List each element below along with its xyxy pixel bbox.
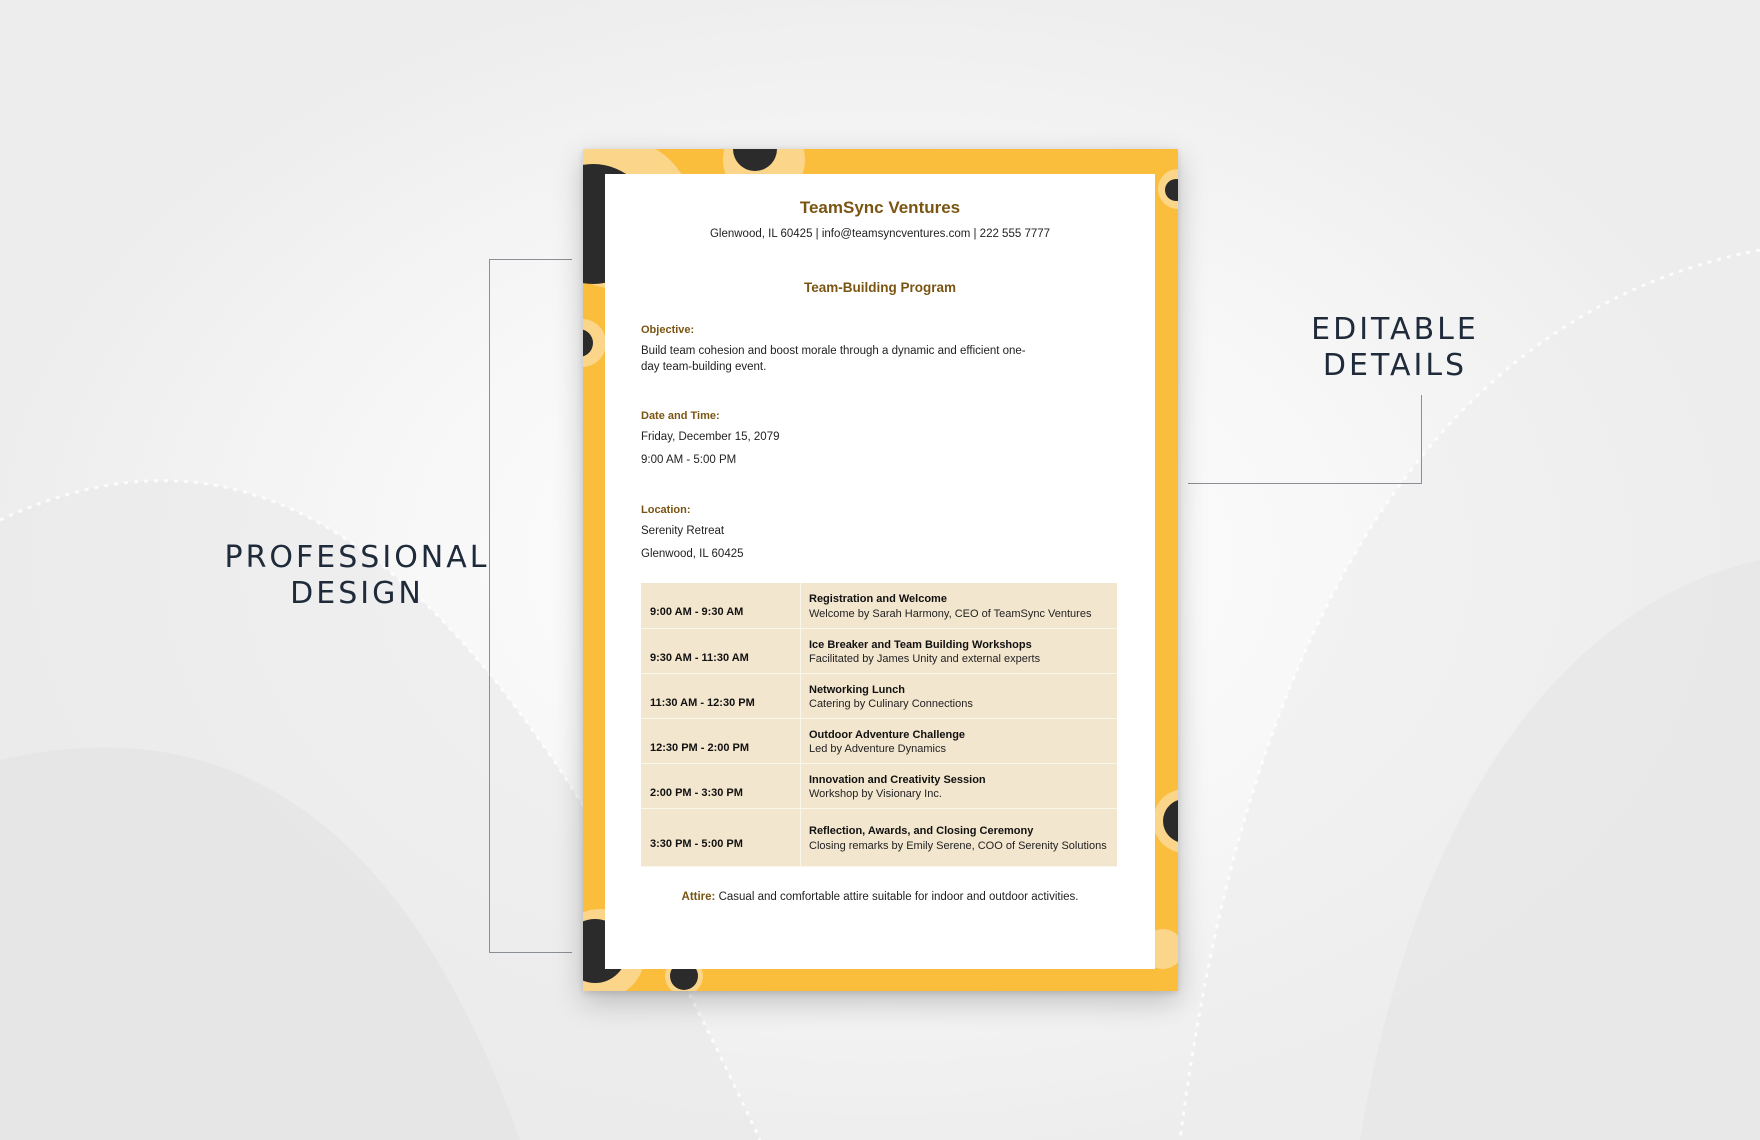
table-row (641, 583, 1117, 628)
objective-label: Objective: (641, 324, 695, 336)
callout-right-line-1: EDITABLE (1311, 312, 1479, 347)
attire-line (605, 891, 1155, 903)
event-time: 9:00 AM - 5:00 PM (641, 454, 737, 466)
company-name: TeamSync Ventures (799, 198, 961, 217)
activity-detail: Workshop by Visionary Inc. (809, 788, 942, 800)
activity-detail: Led by Adventure Dynamics (809, 743, 946, 755)
left-bracket-line (489, 259, 572, 953)
activity-detail: Facilitated by James Unity and external experts (809, 653, 1041, 665)
objective-section (641, 324, 1061, 375)
callout-left-line-2: DESIGN (290, 576, 424, 611)
schedule-activity (801, 673, 1118, 718)
activity-detail: Catering by Culinary Connections (809, 698, 973, 710)
location-section (641, 504, 1061, 562)
schedule-activity (801, 628, 1118, 673)
table-row (641, 808, 1117, 866)
location-name: Serenity Retreat (641, 525, 725, 537)
objective-text (641, 343, 1061, 375)
schedule-time: 2:00 PM - 3:30 PM (641, 763, 801, 808)
company-contact: Glenwood, IL 60425 | info@teamsyncventures.com | 222 555 7777 (709, 228, 1051, 240)
activity-title: Outdoor Adventure Challenge (809, 728, 966, 741)
datetime-label: Date and Time: (641, 410, 720, 422)
schedule-activity (801, 583, 1118, 628)
event-date: Friday, December 15, 2079 (641, 431, 780, 443)
schedule-activity (801, 808, 1118, 866)
schedule-time: 9:30 AM - 11:30 AM (641, 628, 801, 673)
activity-title: Ice Breaker and Team Building Workshops (809, 638, 1032, 651)
schedule-time: 9:00 AM - 9:30 AM (641, 583, 801, 628)
callout-professional-design (222, 540, 492, 612)
activity-title: Networking Lunch (809, 683, 905, 696)
location-label: Location: (641, 504, 691, 516)
attire-label: Attire: (681, 891, 716, 903)
schedule-time: 12:30 PM - 2:00 PM (641, 718, 801, 763)
callout-editable-details (1300, 312, 1490, 384)
right-bracket-vertical (1421, 395, 1422, 483)
document-preview (583, 149, 1178, 991)
datetime-section (641, 410, 1061, 468)
attire-text: Casual and comfortable attire suitable for indoor and outdoor activities. (715, 891, 1079, 903)
objective-line-2: day team-building event. (641, 361, 767, 373)
activity-title: Reflection, Awards, and Closing Ceremony (809, 825, 1034, 837)
right-bracket-horizontal (1188, 483, 1422, 484)
table-row (641, 718, 1117, 763)
program-title: Team-Building Program (803, 280, 956, 295)
table-row (641, 628, 1117, 673)
objective-line-1: Build team cohesion and boost morale through a dynamic and efficient one- (641, 345, 1026, 357)
table-row (641, 673, 1117, 718)
schedule-table (641, 583, 1117, 867)
location-city: Glenwood, IL 60425 (641, 548, 744, 560)
callout-left-line-1: PROFESSIONAL (224, 540, 490, 575)
table-row (641, 763, 1117, 808)
activity-title: Innovation and Creativity Session (809, 773, 986, 786)
schedule-time: 3:30 PM - 5:00 PM (641, 808, 801, 866)
activity-detail: Closing remarks by Emily Serene, COO of Serenity Solutions (809, 839, 1107, 852)
schedule-activity (801, 763, 1118, 808)
activity-title: Registration and Welcome (809, 593, 947, 606)
callout-right-line-2: DETAILS (1322, 348, 1468, 383)
schedule-time: 11:30 AM - 12:30 PM (641, 673, 801, 718)
schedule-activity (801, 718, 1118, 763)
document-sheet (605, 174, 1155, 969)
activity-detail: Welcome by Sarah Harmony, CEO of TeamSync Ventures (809, 607, 1092, 620)
